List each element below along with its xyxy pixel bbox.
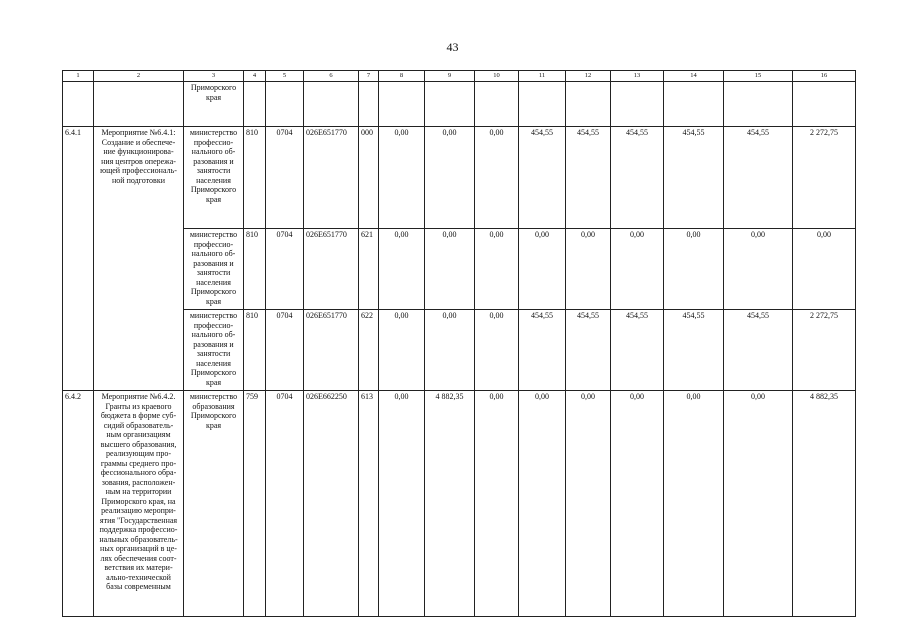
table-cell: 759 <box>244 391 266 617</box>
header-cell: 16 <box>793 71 856 82</box>
table-cell: 0,00 <box>724 229 793 310</box>
table-cell: 0,00 <box>379 127 425 229</box>
table-cell: 4 882,35 <box>793 391 856 617</box>
table-cell: 810 <box>244 229 266 310</box>
table-cell: 0,00 <box>611 229 664 310</box>
table-cell: 454,55 <box>724 127 793 229</box>
name-cell: Мероприятие №6.4.1: Создание и обеспече- ние функционирова- ния центров опережа- ющей профессиональ- ной подготовки <box>94 127 184 391</box>
table-row <box>63 82 856 127</box>
table-cell: 0,00 <box>611 391 664 617</box>
budget-table <box>62 70 856 617</box>
executor-cell: Приморского края <box>184 82 244 127</box>
table-cell: 0,00 <box>519 391 566 617</box>
table-cell: 622 <box>359 310 379 391</box>
table-cell <box>244 82 266 127</box>
table-cell <box>266 82 304 127</box>
table-cell: 0,00 <box>566 229 611 310</box>
executor-cell: министерство образования Приморского края <box>184 391 244 617</box>
table-cell: 2 272,75 <box>793 127 856 229</box>
table-cell: 2 272,75 <box>793 310 856 391</box>
table-cell: 621 <box>359 229 379 310</box>
table-cell: 0,00 <box>724 391 793 617</box>
executor-cell: министерство профессио- нального об- разования и занятости населения Приморского края <box>184 310 244 391</box>
table-cell: 0,00 <box>379 310 425 391</box>
table-cell <box>611 82 664 127</box>
header-cell: 1 <box>63 71 94 82</box>
table-cell: 454,55 <box>519 310 566 391</box>
header-cell: 8 <box>379 71 425 82</box>
table-cell: 0,00 <box>475 310 519 391</box>
table-cell: 454,55 <box>519 127 566 229</box>
table-cell: 454,55 <box>724 310 793 391</box>
table-cell <box>566 82 611 127</box>
table-cell: 0704 <box>266 310 304 391</box>
table-cell: 0704 <box>266 391 304 617</box>
page-number: 43 <box>446 40 459 54</box>
header-cell: 11 <box>519 71 566 82</box>
code-cell <box>63 82 94 127</box>
header-cell: 10 <box>475 71 519 82</box>
table-cell <box>475 82 519 127</box>
table-cell: 0,00 <box>475 391 519 617</box>
table-cell: 026E651770 <box>304 127 359 229</box>
executor-cell: министерство профессио- нального об- разования и занятости населения Приморского края <box>184 229 244 310</box>
table-cell <box>359 82 379 127</box>
executor-cell: министерство профессио- нального об- разования и занятости населения Приморского края <box>184 127 244 229</box>
table-cell: 454,55 <box>664 127 724 229</box>
table-cell: 0704 <box>266 229 304 310</box>
table-row <box>63 127 856 229</box>
table-cell: 810 <box>244 127 266 229</box>
table-cell: 0,00 <box>379 391 425 617</box>
header-cell: 4 <box>244 71 266 82</box>
table-cell <box>379 82 425 127</box>
name-cell <box>94 82 184 127</box>
table-cell <box>425 82 475 127</box>
header-cell: 3 <box>184 71 244 82</box>
header-row <box>63 71 856 82</box>
table-cell <box>724 82 793 127</box>
table-cell: 454,55 <box>611 310 664 391</box>
table-cell: 0,00 <box>425 310 475 391</box>
header-cell: 2 <box>94 71 184 82</box>
table-cell: 026E651770 <box>304 229 359 310</box>
name-cell: Мероприятие №6.4.2. Гранты из краевого бюджета в форме суб- сидий образователь- ным организациям высшего образования, реализующим про- граммы среднего про- фессионального обра- зования, расположен- ным на территории Приморского края, на реализацию меропри- ятия "Государственная поддержка профессио- нальных образователь- ных организаций в це- лях обеспечения соот- ветствия их матери- ально-технической базы современным <box>94 391 184 617</box>
header-cell: 12 <box>566 71 611 82</box>
header-cell: 15 <box>724 71 793 82</box>
header-cell: 14 <box>664 71 724 82</box>
header-cell: 7 <box>359 71 379 82</box>
table-cell: 0,00 <box>425 229 475 310</box>
table-cell <box>304 82 359 127</box>
table-cell: 0,00 <box>475 229 519 310</box>
table-cell: 454,55 <box>566 127 611 229</box>
table-row <box>63 391 856 617</box>
table-cell: 026E651770 <box>304 310 359 391</box>
table-cell: 000 <box>359 127 379 229</box>
code-cell: 6.4.1 <box>63 127 94 391</box>
table-cell: 613 <box>359 391 379 617</box>
header-cell: 6 <box>304 71 359 82</box>
header-cell: 5 <box>266 71 304 82</box>
table-cell: 0,00 <box>664 391 724 617</box>
table-cell: 810 <box>244 310 266 391</box>
table-cell <box>793 82 856 127</box>
table-cell: 0704 <box>266 127 304 229</box>
table-cell <box>519 82 566 127</box>
code-cell: 6.4.2 <box>63 391 94 617</box>
table-cell: 0,00 <box>519 229 566 310</box>
table-cell: 454,55 <box>566 310 611 391</box>
table-cell: 0,00 <box>793 229 856 310</box>
table-cell: 454,55 <box>611 127 664 229</box>
table-cell: 0,00 <box>425 127 475 229</box>
header-cell: 13 <box>611 71 664 82</box>
table-cell: 454,55 <box>664 310 724 391</box>
table-cell <box>664 82 724 127</box>
table-cell: 0,00 <box>379 229 425 310</box>
table-cell: 0,00 <box>566 391 611 617</box>
table-cell: 4 882,35 <box>425 391 475 617</box>
table-cell: 0,00 <box>664 229 724 310</box>
table-cell: 0,00 <box>475 127 519 229</box>
table-cell: 026E662250 <box>304 391 359 617</box>
header-cell: 9 <box>425 71 475 82</box>
